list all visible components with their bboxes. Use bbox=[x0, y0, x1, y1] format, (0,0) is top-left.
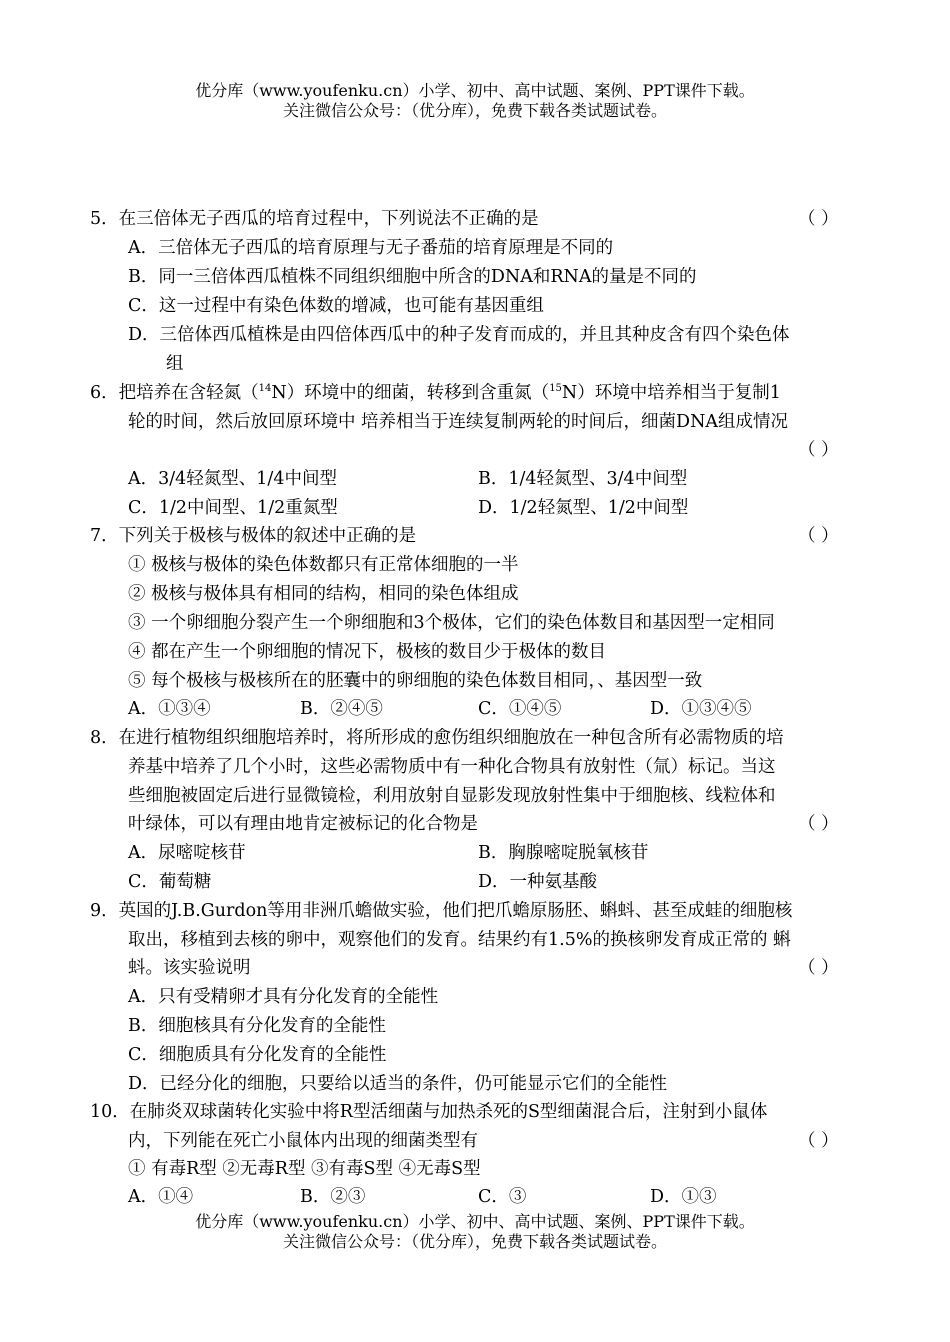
q6-option-a: A．3/4轻氮型、1/4中间型 bbox=[128, 469, 337, 489]
q6-stem-line-2: 轮的时间，然后放回原环境中 培养相当于连续复制两轮的时间后，细菌DNA组成情况 bbox=[128, 412, 789, 432]
q10-stem-line-1: 10．在肺炎双球菌转化实验中将R型活细菌与加热杀死的S型细菌混合后，注射到小鼠体 bbox=[90, 1102, 768, 1122]
header-line-2: 关注微信公众号：（优分库），免费下载各类试题试卷。 bbox=[282, 101, 667, 120]
q5-option-a: A．三倍体无子西瓜的培育原理与无子番茄的培育原理是不同的 bbox=[128, 238, 614, 258]
footer-line-2: 关注微信公众号：（优分库），免费下载各类试题试卷。 bbox=[282, 1232, 667, 1251]
q6-option-c: C．1/2中间型、1/2重氮型 bbox=[128, 498, 338, 518]
q7-option-b: B．②④⑤ bbox=[300, 699, 383, 719]
q6-sup-14: 14 bbox=[258, 383, 272, 395]
q6-option-d: D．1/2轻氮型、1/2中间型 bbox=[478, 498, 689, 518]
q8-option-b: B．胸腺嘧啶脱氧核苷 bbox=[478, 843, 649, 863]
q5-option-d-cont: 组 bbox=[166, 354, 184, 374]
q9-stem-line-1: 9．英国的J.B.Gurdon等用非洲爪蟾做实验，他们把爪蟾原肠胚、蝌蚪、甚至成蛙的细胞核 bbox=[90, 901, 793, 921]
q7-statement-1: ① 极核与极体的染色体数都只有正常体细胞的一半 bbox=[128, 555, 519, 575]
q8-stem-line-3: 些细胞被固定后进行显微镜检，利用放射自显影发现放射性集中于细胞核、线粒体和 bbox=[128, 786, 776, 806]
q6-sup-15: 15 bbox=[549, 383, 562, 395]
q9-stem-line-3: 蚪。该实验说明 bbox=[128, 958, 251, 978]
q6-stem-part-3: N）环境中培养相当于复制1 bbox=[561, 383, 781, 403]
q7-stem: 7．下列关于极核与极体的叙述中正确的是 bbox=[90, 526, 417, 546]
q9-option-c: C．细胞质具有分化发育的全能性 bbox=[128, 1045, 387, 1065]
q7-statement-2: ② 极核与极体具有相同的结构，相同的染色体组成 bbox=[128, 584, 519, 604]
q7-statement-4: ④ 都在产生一个卵细胞的情况下，极核的数目少于极体的数目 bbox=[128, 642, 607, 662]
q6-stem-line-1 bbox=[90, 380, 781, 406]
q5-option-d: D．三倍体西瓜植株是由四倍体西瓜中的种子发育而成的，并且其种皮含有四个染色体 bbox=[128, 325, 790, 345]
q10-option-a: A．①④ bbox=[128, 1187, 194, 1207]
q7-option-c: C．①④⑤ bbox=[478, 699, 562, 719]
q9-stem-line-2: 取出，移植到去核的卵中，观察他们的发育。结果约有1.5%的换核卵发育成正常的 蝌 bbox=[128, 930, 791, 950]
q6-stem-part-1: 6．把培养在含轻氮（ bbox=[90, 383, 259, 403]
q9-answer-paren: （ ） bbox=[798, 958, 839, 978]
q9-option-b: B．细胞核具有分化发育的全能性 bbox=[128, 1016, 386, 1036]
q10-stem-line-2: 内，下列能在死亡小鼠体内出现的细菌类型有 bbox=[128, 1131, 478, 1151]
q8-stem-line-2: 养基中培养了几个小时，这些必需物质中有一种化合物具有放射性（氚）标记。当这 bbox=[128, 757, 776, 777]
q6-option-b: B．1/4轻氮型、3/4中间型 bbox=[478, 469, 688, 489]
q8-option-d: D．一种氨基酸 bbox=[478, 872, 598, 892]
q6-answer-paren: （ ） bbox=[798, 440, 839, 460]
footer-line-1: 优分库（www.youfenku.cn）小学、初中、高中试题、案例、PPT课件下载。 bbox=[195, 1212, 755, 1231]
q10-option-b: B．②③ bbox=[300, 1187, 366, 1207]
q10-option-c: C．③ bbox=[478, 1187, 527, 1207]
q5-answer-paren: （ ） bbox=[798, 209, 839, 229]
q9-option-d: D．已经分化的细胞，只要给以适当的条件，仍可能显示它们的全能性 bbox=[128, 1074, 668, 1094]
q9-option-a: A．只有受精卵才具有分化发育的全能性 bbox=[128, 987, 439, 1007]
q8-option-c: C．葡萄糖 bbox=[128, 872, 212, 892]
q5-option-c: C．这一过程中有染色体数的增减，也可能有基因重组 bbox=[128, 296, 544, 316]
q7-option-d: D．①③④⑤ bbox=[650, 699, 752, 719]
header-line-1: 优分库（www.youfenku.cn）小学、初中、高中试题、案例、PPT课件下载。 bbox=[195, 81, 755, 100]
q7-option-a: A．①③④ bbox=[128, 699, 211, 719]
q8-stem-line-4: 叶绿体，可以有理由地肯定被标记的化合物是 bbox=[128, 814, 478, 834]
q8-option-a: A．尿嘧啶核苷 bbox=[128, 843, 246, 863]
q10-answer-paren: （ ） bbox=[798, 1131, 839, 1151]
q7-statement-5: ⑤ 每个极核与极核所在的胚囊中的卵细胞的染色体数目相同，、基因型一致 bbox=[128, 671, 703, 691]
q6-stem-part-2: N）环境中的细菌，转移到含重氮（ bbox=[271, 383, 550, 403]
q10-items: ① 有毒R型 ②无毒R型 ③有毒S型 ④无毒S型 bbox=[128, 1159, 481, 1179]
q5-stem: 5．在三倍体无子西瓜的培育过程中，下列说法不正确的是 bbox=[90, 209, 539, 229]
q8-stem-line-1: 8．在进行植物组织细胞培养时，将所形成的愈伤组织细胞放在一种包含所有必需物质的培 bbox=[90, 728, 784, 748]
q5-option-b: B．同一三倍体西瓜植株不同组织细胞中所含的DNA和RNA的量是不同的 bbox=[128, 267, 697, 287]
q10-option-d: D．①③ bbox=[650, 1187, 717, 1207]
q7-statement-3: ③ 一个卵细胞分裂产生一个卵细胞和3个极体，它们的染色体数目和基因型一定相同 bbox=[128, 613, 775, 633]
q8-answer-paren: （ ） bbox=[798, 814, 839, 834]
q7-answer-paren: （ ） bbox=[798, 526, 839, 546]
